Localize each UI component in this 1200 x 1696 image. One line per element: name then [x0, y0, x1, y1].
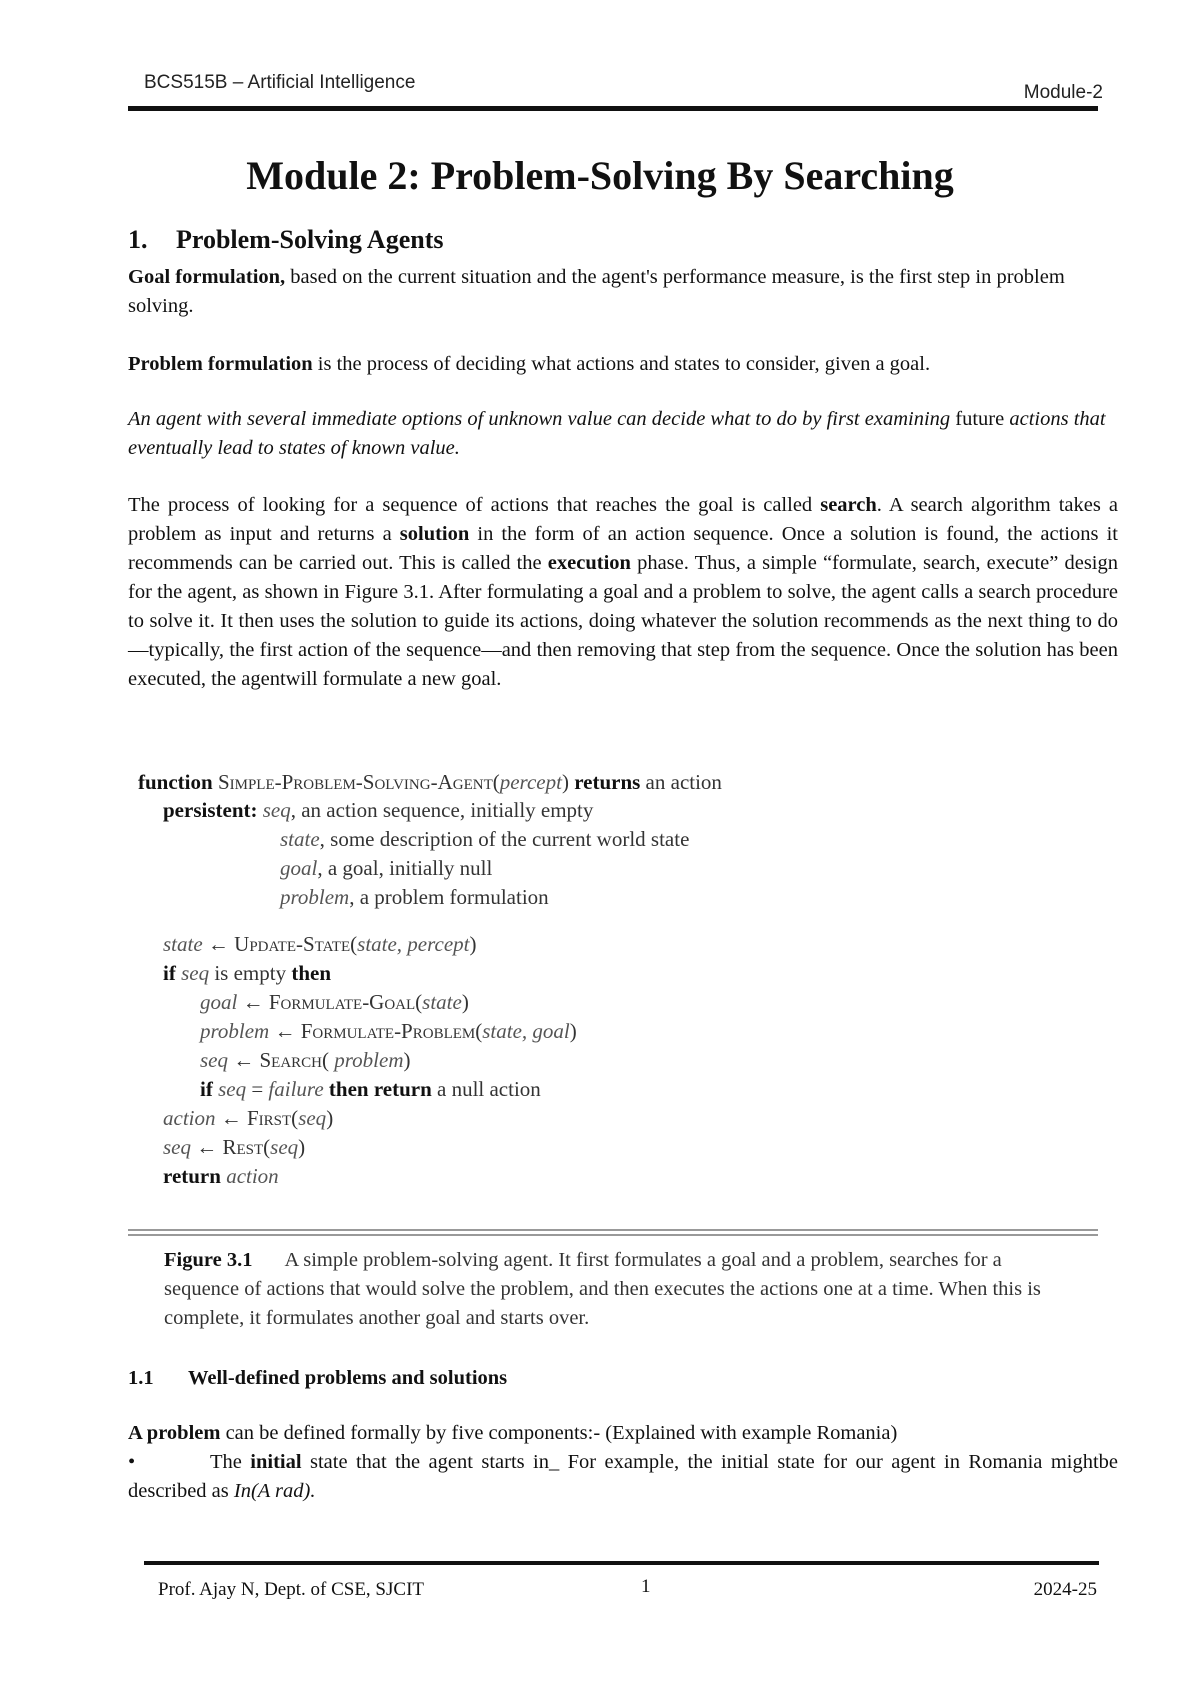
fn-rest: Rest(	[222, 1135, 271, 1159]
args-update-state: state, percept	[357, 932, 470, 956]
paren-close: )	[403, 1048, 411, 1072]
paren-close: )	[298, 1135, 306, 1159]
algo-line-search	[200, 1048, 410, 1073]
algo-line-formulate-goal	[200, 990, 469, 1015]
term-initial: initial	[250, 1451, 302, 1473]
args-first: seq	[298, 1106, 327, 1130]
components-paragraph	[128, 1419, 1118, 1448]
agent-options-italic-2: actions that eventually lead to states of known value.	[128, 408, 1106, 459]
seq-desc: , an action sequence, initially empty	[290, 798, 594, 822]
search-paragraph	[128, 491, 1118, 694]
problem-desc: , a problem formulation	[349, 885, 549, 909]
algo-line-problem	[280, 885, 549, 910]
subsection-number: 1.1	[128, 1367, 154, 1389]
term-a-problem: A problem	[128, 1422, 221, 1444]
var-seq: seq	[262, 798, 291, 822]
term-goal-formulation: Goal formulation,	[128, 266, 286, 288]
state-desc: , some description of the current world state	[319, 827, 690, 851]
algo-line-first	[163, 1106, 333, 1131]
paren-close: )	[561, 770, 569, 794]
var-seq: seq	[181, 961, 210, 985]
var-action: action	[226, 1164, 279, 1188]
lhs-state: state	[163, 932, 203, 956]
initial-state-expr: In(A rad).	[233, 1480, 316, 1502]
algo-line-if-failure	[200, 1077, 541, 1102]
assign-arrow: ←	[215, 1106, 247, 1130]
args-formulate-problem: state, goal	[482, 1019, 570, 1043]
algo-line-if-empty	[163, 961, 331, 986]
module-label: Module-2	[1023, 82, 1103, 103]
page-number: 1	[641, 1576, 651, 1597]
footer-rule	[144, 1561, 1099, 1565]
agent-options-paragraph	[128, 405, 1118, 463]
args-rest: seq	[270, 1135, 299, 1159]
keyword-then: then	[291, 961, 332, 985]
page-title: Module 2: Problem-Solving By Searching	[246, 153, 954, 198]
fn-formulate-goal: Formulate-Goal(	[268, 990, 423, 1014]
algo-line-goal	[280, 856, 492, 881]
course-title: BCS515B – Artificial Intelligence	[144, 72, 416, 93]
subsection-heading	[128, 1367, 507, 1390]
section-heading	[128, 225, 443, 255]
keyword-return: return	[163, 1164, 221, 1188]
algo-line-formulate-problem	[200, 1019, 577, 1044]
returns-text: an action	[640, 770, 722, 794]
arg-percept: percept	[499, 770, 562, 794]
figure-rule	[128, 1229, 1098, 1231]
keyword-then-return: then return	[328, 1077, 432, 1101]
var-state: state	[280, 827, 320, 851]
keyword-returns: returns	[574, 770, 641, 794]
header-rule	[128, 106, 1098, 111]
is-empty-text: is empty	[209, 961, 292, 985]
paren-close: )	[326, 1106, 334, 1130]
assign-arrow: ←	[202, 932, 235, 956]
section-number: 1.	[128, 225, 148, 254]
term-problem-formulation: Problem formulation	[128, 353, 313, 375]
keyword-if: if	[200, 1077, 213, 1101]
lhs-seq: seq	[200, 1048, 228, 1072]
equals-sign: =	[246, 1077, 269, 1101]
list-item-initial-state	[128, 1448, 1118, 1506]
algo-line-function	[138, 770, 722, 795]
lhs-problem: problem	[200, 1019, 270, 1043]
bullet-text-1: The	[210, 1451, 251, 1473]
keyword-if: if	[163, 961, 176, 985]
term-search: search	[820, 494, 877, 516]
problem-formulation-paragraph	[128, 350, 1118, 379]
lhs-goal: goal	[200, 990, 238, 1014]
assign-arrow: ←	[269, 1019, 301, 1043]
search-text-2: . A search algorithm takes a problem as input and returns a	[128, 494, 1118, 545]
algo-line-rest	[163, 1135, 305, 1160]
var-problem: problem	[280, 885, 350, 909]
algo-line-state	[280, 827, 689, 852]
section-title: Problem-Solving Agents	[176, 225, 444, 254]
args-search: problem	[329, 1048, 404, 1072]
function-name: Simple-Problem-Solving-Agent(	[217, 770, 500, 794]
term-execution: execution	[547, 552, 631, 574]
fn-search: Search(	[259, 1048, 330, 1072]
paren-close: )	[469, 932, 477, 956]
goal-desc: , a goal, initially null	[317, 856, 493, 880]
subsection-title: Well-defined problems and solutions	[188, 1367, 508, 1389]
keyword-persistent: persistent:	[163, 798, 258, 822]
agent-options-future: future	[955, 408, 1005, 430]
figure-caption	[164, 1246, 1064, 1333]
footer-author: Prof. Ajay N, Dept. of CSE, SJCIT	[158, 1579, 424, 1600]
bullet-symbol: •	[128, 1451, 136, 1473]
lhs-action: action	[163, 1106, 216, 1130]
bullet-text-2: state that the agent starts in_ For example, the initial state for our agent in Romania mightbe described as	[128, 1451, 1118, 1502]
goal-formulation-paragraph	[128, 263, 1118, 321]
null-action-text: a null action	[431, 1077, 541, 1101]
search-text-3: in the form of an action sequence. Once a solution is found, the actions it recommends can be carried out. This is called the	[128, 523, 1118, 574]
fn-formulate-problem: Formulate-Problem(	[300, 1019, 483, 1043]
paren-close: )	[461, 990, 469, 1014]
agent-options-italic-1: An agent with several immediate options of unknown value can decide what to do by first examining	[128, 408, 951, 430]
keyword-function: function	[138, 770, 213, 794]
var-goal: goal	[280, 856, 318, 880]
assign-arrow: ←	[237, 990, 269, 1014]
fn-update-state: Update-State(	[234, 932, 358, 956]
figure-label: Figure 3.1	[164, 1249, 253, 1271]
figure-rule	[128, 1234, 1098, 1236]
algo-line-persistent	[163, 798, 593, 823]
goal-formulation-text: based on the current situation and the agent's performance measure, is the first step in problem solving.	[128, 266, 1065, 317]
value-failure: failure	[268, 1077, 324, 1101]
caption-text: A simple problem-solving agent. It first formulates a goal and a problem, searches for a sequence of actions that would solve the problem, and then executes the actions one at a time. When this is complete, it formulates another goal and starts over.	[164, 1249, 1041, 1329]
fn-first: First(	[247, 1106, 299, 1130]
args-formulate-goal: state	[422, 990, 462, 1014]
academic-year: 2024-25	[1033, 1579, 1097, 1600]
algo-line-return	[163, 1164, 279, 1189]
search-text-4: phase. Thus, a simple “formulate, search, execute” design for the agent, as shown in Figure 3.1. After formulating a goal and a problem to solve, the agent calls a search procedure to solve it. It then uses the solution to guide its actions, doing whatever the solution recommends as the next thing to do—typically, the first action of the sequence—and then removing that step from the sequence. Once the solution has been executed, the agentwill formulate a new goal.	[128, 552, 1118, 690]
paren-close: )	[569, 1019, 577, 1043]
search-text-1: The process of looking for a sequence of actions that reaches the goal is called	[128, 494, 821, 516]
lhs-seq: seq	[163, 1135, 191, 1159]
components-text: can be defined formally by five components:- (Explained with example Romania)	[220, 1422, 898, 1444]
term-solution: solution	[399, 523, 470, 545]
assign-arrow: ←	[191, 1135, 223, 1159]
algo-line-update-state	[163, 932, 477, 957]
problem-formulation-text: is the process of deciding what actions and states to consider, given a goal.	[312, 353, 931, 375]
assign-arrow: ←	[228, 1048, 260, 1072]
var-seq: seq	[218, 1077, 247, 1101]
